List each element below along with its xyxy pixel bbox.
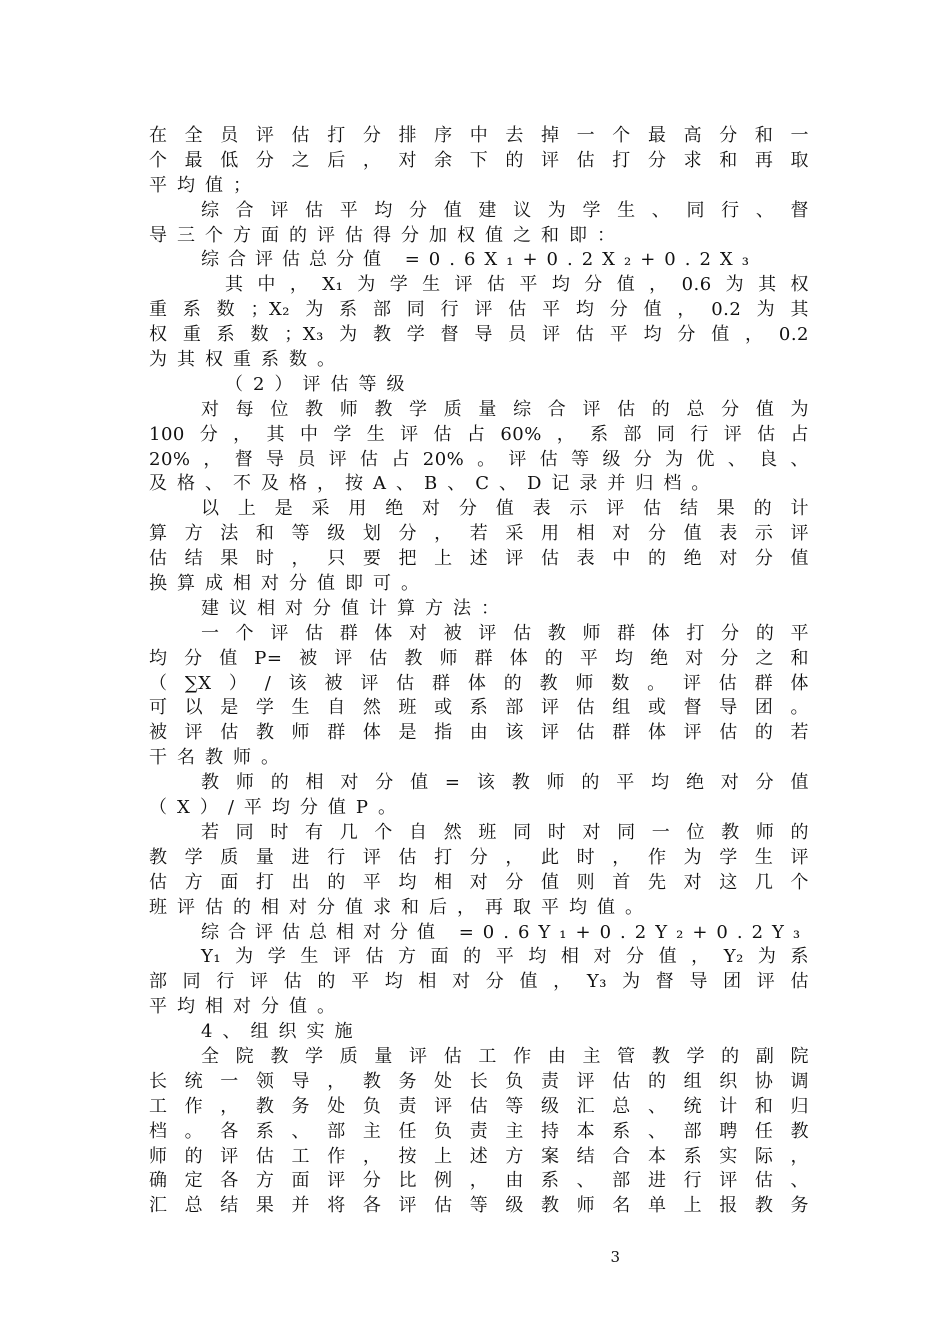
text-line: 权重系数；X₃为教学督导员评估平均分值，0.2 (149, 324, 809, 346)
text-line: 综合评估平均分值建议为学生、同行、督 (201, 199, 809, 221)
text-line: 平均相对分值。 (149, 996, 345, 1018)
text-line: 估方面打出的平均相对分值则首先对这几个 (149, 871, 809, 893)
text-line: 部同行评估的平均相对分值，Y₃为督导团评估 (149, 971, 809, 993)
text-line: 教师的相对分值=该教师的平均绝对分值 (201, 772, 809, 794)
text-line: 4、组织实施 (201, 1021, 363, 1043)
text-line: （∑X）/该被评估群体的教师数。评估群体 (149, 672, 809, 694)
text-line: 若同时有几个自然班同时对同一位教师的 (201, 821, 809, 843)
text-line: 工作，教务处负责评估等级汇总、统计和归 (149, 1095, 809, 1117)
text-line: 全院教学质量评估工作由主管教学的副院 (201, 1045, 809, 1067)
text-line: 班评估的相对分值求和后，再取平均值。 (149, 896, 653, 918)
text-line: 可以是学生自然班或系部评估组或督导团。 (149, 697, 809, 719)
text-line: 被评估教师群体是指由该评估群体评估的若 (149, 722, 809, 744)
text-line: 汇总结果并将各评估等级教师名单上报教务 (149, 1195, 809, 1217)
text-line: 师的评估工作，按上述方案结合本系实际， (149, 1145, 809, 1167)
text-line: 重系数；X₂为系部同行评估平均分值，0.2为其 (149, 299, 809, 321)
text-line: 以上是采用绝对分值表示评估结果的计 (201, 498, 809, 520)
text-line: 对每位教师教学质量综合评估的总分值为 (201, 398, 809, 420)
text-line: 算方法和等级划分，若采用相对分值表示评 (149, 523, 809, 545)
text-line: 教学质量进行评估打分，此时，作为学生评 (149, 846, 809, 868)
text-line: 档。各系、部主任负责主持本系、部聘任教 (149, 1120, 809, 1142)
text-line: 及格、不及格，按A、B、C、D记录并归档。 (149, 473, 720, 495)
text-line: 平均值； (149, 174, 261, 196)
text-line: 确定各方面评分比例，由系、部进行评估、 (149, 1170, 809, 1192)
body-text (149, 124, 809, 1219)
text-line: 100分，其中学生评估占60%，系部同行评估占 (149, 423, 809, 445)
text-line: 一个评估群体对被评估教师群体打分的平 (201, 622, 809, 644)
text-line: 估结果时，只要把上述评估表中的绝对分值 (149, 548, 809, 570)
text-line: 均分值P=被评估教师群体的平均绝对分之和 (149, 647, 809, 669)
text-line: 为其权重系数。 (149, 349, 345, 371)
text-line: 换算成相对分值即可。 (149, 573, 429, 595)
text-line: 20%，督导员评估占20%。评估等级分为优、良、 (149, 448, 809, 470)
text-line: 其中，X₁为学生评估平均分值，0.6为其权 (225, 274, 809, 296)
text-line: 干名教师。 (149, 747, 289, 769)
text-line: （2）评估等级 (225, 373, 415, 395)
page-number: 3 (610, 1248, 620, 1266)
text-line: 综合评估总相对分值 =0.6Y₁+0.2Y₂+0.2Y₃ (201, 921, 810, 943)
text-line: （X）/平均分值P。 (149, 797, 406, 819)
text-line: 建议相对分值计算方法： (201, 597, 509, 619)
text-line: 长统一领导，教务处长负责评估的组织协调 (149, 1070, 809, 1092)
text-line: Y₁为学生评估方面的平均相对分值，Y₂为系 (201, 946, 809, 968)
text-line: 综合评估总分值 =0.6X₁+0.2X₂+0.2X₃ (201, 249, 758, 271)
text-line: 导三个方面的评估得分加权值之和即： (149, 224, 625, 246)
text-line: 个最低分之后，对余下的评估打分求和再取 (149, 149, 809, 171)
text-line: 在全员评估打分排序中去掉一个最高分和一 (149, 125, 809, 146)
